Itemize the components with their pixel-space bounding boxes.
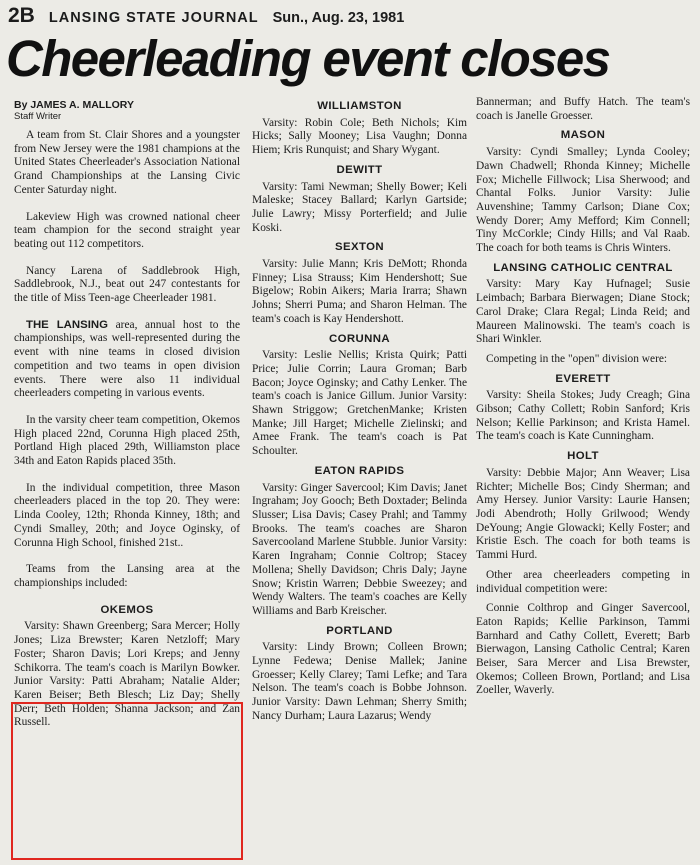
story-lead-in: THE LANSING — [26, 318, 108, 331]
team-roster: Varsity: Robin Cole; Beth Nichols; Kim Hicks; Sally Mooney; Lisa Vaughn; Donna Hiem; Kris Runquist; and Shary Wygant. — [252, 116, 467, 157]
highlight-box — [11, 702, 243, 860]
masthead — [8, 4, 692, 26]
team-portland-continued — [476, 96, 690, 123]
column-2 — [252, 96, 467, 730]
team-dewitt — [252, 164, 467, 236]
story-paragraph: Lakeview High was crowned national cheer team champion for the second straight year beating out 112 competitors. — [14, 210, 240, 250]
closing-section — [476, 569, 690, 698]
byline-name: By JAMES A. MALLORY — [14, 99, 134, 111]
team-heading: HOLT — [567, 450, 599, 463]
team-eaton-rapids — [252, 465, 467, 619]
story-paragraph: Competing in the "open" division were: — [486, 352, 668, 365]
team-heading: MASON — [560, 129, 606, 142]
team-roster: Varsity: Tami Newman; Shelly Bower; Keli Maleske; Stacey Ballard; Karlyn Gartside; Julie Lawry; Missy Porterfield; and Julie Koski. — [252, 180, 467, 234]
team-holt — [476, 450, 690, 563]
team-roster: Varsity: Debbie Major; Ann Weaver; Lisa Richter; Michelle Bos; Cindy Sherman; and Amy Hersey. Junior Varsity: Laurie Hansen; Jodi Abendroth; Holly Grilwood; Wendy DeYoung; Angie Glowacki; Kelly Foster; and Kristie Esch. The coach for both teams is Tammi Hurd. — [476, 466, 690, 562]
team-sexton — [252, 241, 467, 326]
team-heading: PORTLAND — [326, 624, 393, 637]
team-heading: DEWITT — [336, 163, 383, 176]
team-corunna — [252, 333, 467, 459]
team-heading: CORUNNA — [328, 332, 391, 345]
team-portland — [252, 625, 467, 724]
story-paragraph: A team from St. Clair Shores and a youngster from New Jersey were the 1981 champions at the United States Cheerleader's Association National Grand Championships at the Lansing Civic Center Saturday night. — [14, 129, 240, 196]
team-roster: Varsity: Mary Kay Hufnagel; Susie Leimbach; Barbara Bierwagen; Diane Stock; Carol Drake; Clara Regal; Linda Reid; and Maureen Malinowski. The team's coach is Shari Winkler. — [476, 278, 690, 346]
story-paragraph: In the varsity cheer team competition, Okemos High placed 22nd, Corunna High placed 25th, Portland High placed 29th, Williamston place 34th and Eaton Rapids placed 35th. — [14, 413, 240, 468]
team-heading: EVERETT — [555, 372, 611, 385]
team-everett — [476, 373, 690, 445]
story-paragraph-text: area, annual host to the championships, was well-represented during the event with nine teams in closed division competition and two teams in open division events. There were also 11 individual cheerleaders competing in various events. — [14, 318, 240, 400]
team-mason — [476, 129, 690, 255]
team-heading: LANSING CATHOLIC CENTRAL — [493, 261, 673, 274]
team-roster: Varsity: Cyndi Smalley; Lynda Cooley; Dawn Chadwell; Rhonda Kinney; Michelle Fox; Michelle Fillwock; Lisa Sherwood; and Chantal Folks. Junior Varsity: Julie Auvenshine; Tammy Carlson; Diane Cox; Wendy Dorer; Amy Mefford; Kim Connell; Tiny McCorkle; Cindy Hills; and Val Raab. The coach for both teams is Chris Winters. — [476, 146, 690, 255]
team-heading: WILLIAMSTON — [317, 100, 402, 112]
page-number: 2B — [8, 4, 35, 27]
team-roster-continued: Bannerman; and Buffy Hatch. The team's coach is Janelle Groesser. — [476, 96, 690, 122]
team-roster: Varsity: Lindy Brown; Colleen Brown; Lynne Fedewa; Denise Mallek; Janine Groesser; Kelly Clarey; Tami Lefke; and Tara Nelson. The team's coach is Bobbe Johnson. Junior Varsity: Dawn Lehman; Sherry Smith; Nancy Durham; Laura Lazarus; Wendy — [252, 641, 467, 722]
team-heading: SEXTON — [334, 241, 385, 254]
team-roster: Varsity: Julie Mann; Kris DeMott; Rhonda Finney; Lisa Strauss; Kim Hendershott; Sue Bigelow; Robin Aikers; Maria Irarra; Shawn Johns; Sherri Puma; and Sharon Helman. The team's coach is Kay Hendershott. — [252, 258, 467, 325]
newspaper-name: LANSING STATE JOURNAL — [48, 10, 259, 26]
story-paragraph: Nancy Larena of Saddlebrook High, Saddlebrook, N.J., beat out 247 contestants for the title of Miss Teen-age Cheerleader 1981. — [14, 264, 240, 305]
story-paragraph: Other area cheerleaders competing in individual competition were: — [476, 568, 690, 595]
team-heading: EATON RAPIDS — [314, 464, 405, 477]
story-paragraph: In the individual competition, three Mason cheerleaders placed in the top 20. They were: Linda Cooley, 12th; Rhonda Kinney, 18th; and Cyndi Smalley, 20th; and Joyce Oginsky, of Corunna High School, finished 21st.. — [14, 481, 240, 549]
column-1 — [14, 96, 240, 736]
open-division-intro — [476, 353, 690, 367]
team-roster: Varsity: Shawn Greenberg; Sara Mercer; Holly Jones; Liza Brewster; Karen Netzloff; Mary Foster; Sharon Davis; Lori Kreps; and Jenny Schikorra. The team's coach is Marilyn Bowker. Junior Varsity: Patti Abraham; Natalie Alder; Karen Beiser; Beth Blesch; Liz Day; Shelly Derr; Beth Holden; Shanna Jackson; and Zan Russell. — [14, 620, 240, 729]
team-williamston — [252, 100, 467, 158]
team-heading: OKEMOS — [100, 603, 154, 616]
team-roster: Varsity: Sheila Stokes; Judy Creagh; Gina Gibson; Cathy Collett; Robin Sanford; Kris Nelson; Kellie Parkinson; and Krista Hamel. The team's coach is Kate Cunningham. — [476, 389, 690, 443]
column-3 — [476, 96, 690, 704]
story-paragraph: Teams from the Lansing area at the championships included: — [14, 563, 240, 589]
team-roster: Varsity: Ginger Savercool; Kim Davis; Janet Ingraham; Joy Gooch; Beth Doxtader; Belinda Slusser; Lisa Davis; Casey Prahl; and Tammy Brooks. The team's coaches are Sharon Savercooland Marlene Stubble. Junior Varsity: Karen Ingraham; Connie Coltrop; Stacey Mollena; Shelly Davidson; Chris Daly; Jayne Snow; Kristin Warren; Debbie Sweezey; and Wendy Walters. The team's coaches are Kelly Williams and Barb Kreischer. — [252, 481, 467, 617]
byline-role: Staff Writer — [14, 111, 62, 122]
issue-date: Sun., Aug. 23, 1981 — [272, 10, 405, 26]
headline: Cheerleading event closes — [6, 30, 610, 87]
story-paragraph — [14, 319, 240, 401]
team-roster: Varsity: Leslie Nellis; Krista Quirk; Patti Price; Julie Corrin; Laura Groman; Barb Bacon; Joyce Oginsky; and Cathy Lenker. The team's coach is Janice Gillum. Junior Varsity: Shawn Striggow; GretchenManke; Kristen Manke; Jill Harget; Michelle Zielinski; and Amee Frank. The team's coach is Pat Schoulter. — [252, 349, 467, 458]
team-lansing-catholic-central — [476, 262, 690, 347]
story-paragraph: Connie Colthrop and Ginger Savercool, Eaton Rapids; Kellie Parkinson, Tammi Barnhard and Cathy Collett, Everett; Barb Bierwagon, Lansing Catholic Central; Karen Beiser, Sara Mercer and Lisa Brewster, Okemos; Colleen Brown, Portland; and Lisa Zoeller, Waverly. — [476, 602, 690, 697]
